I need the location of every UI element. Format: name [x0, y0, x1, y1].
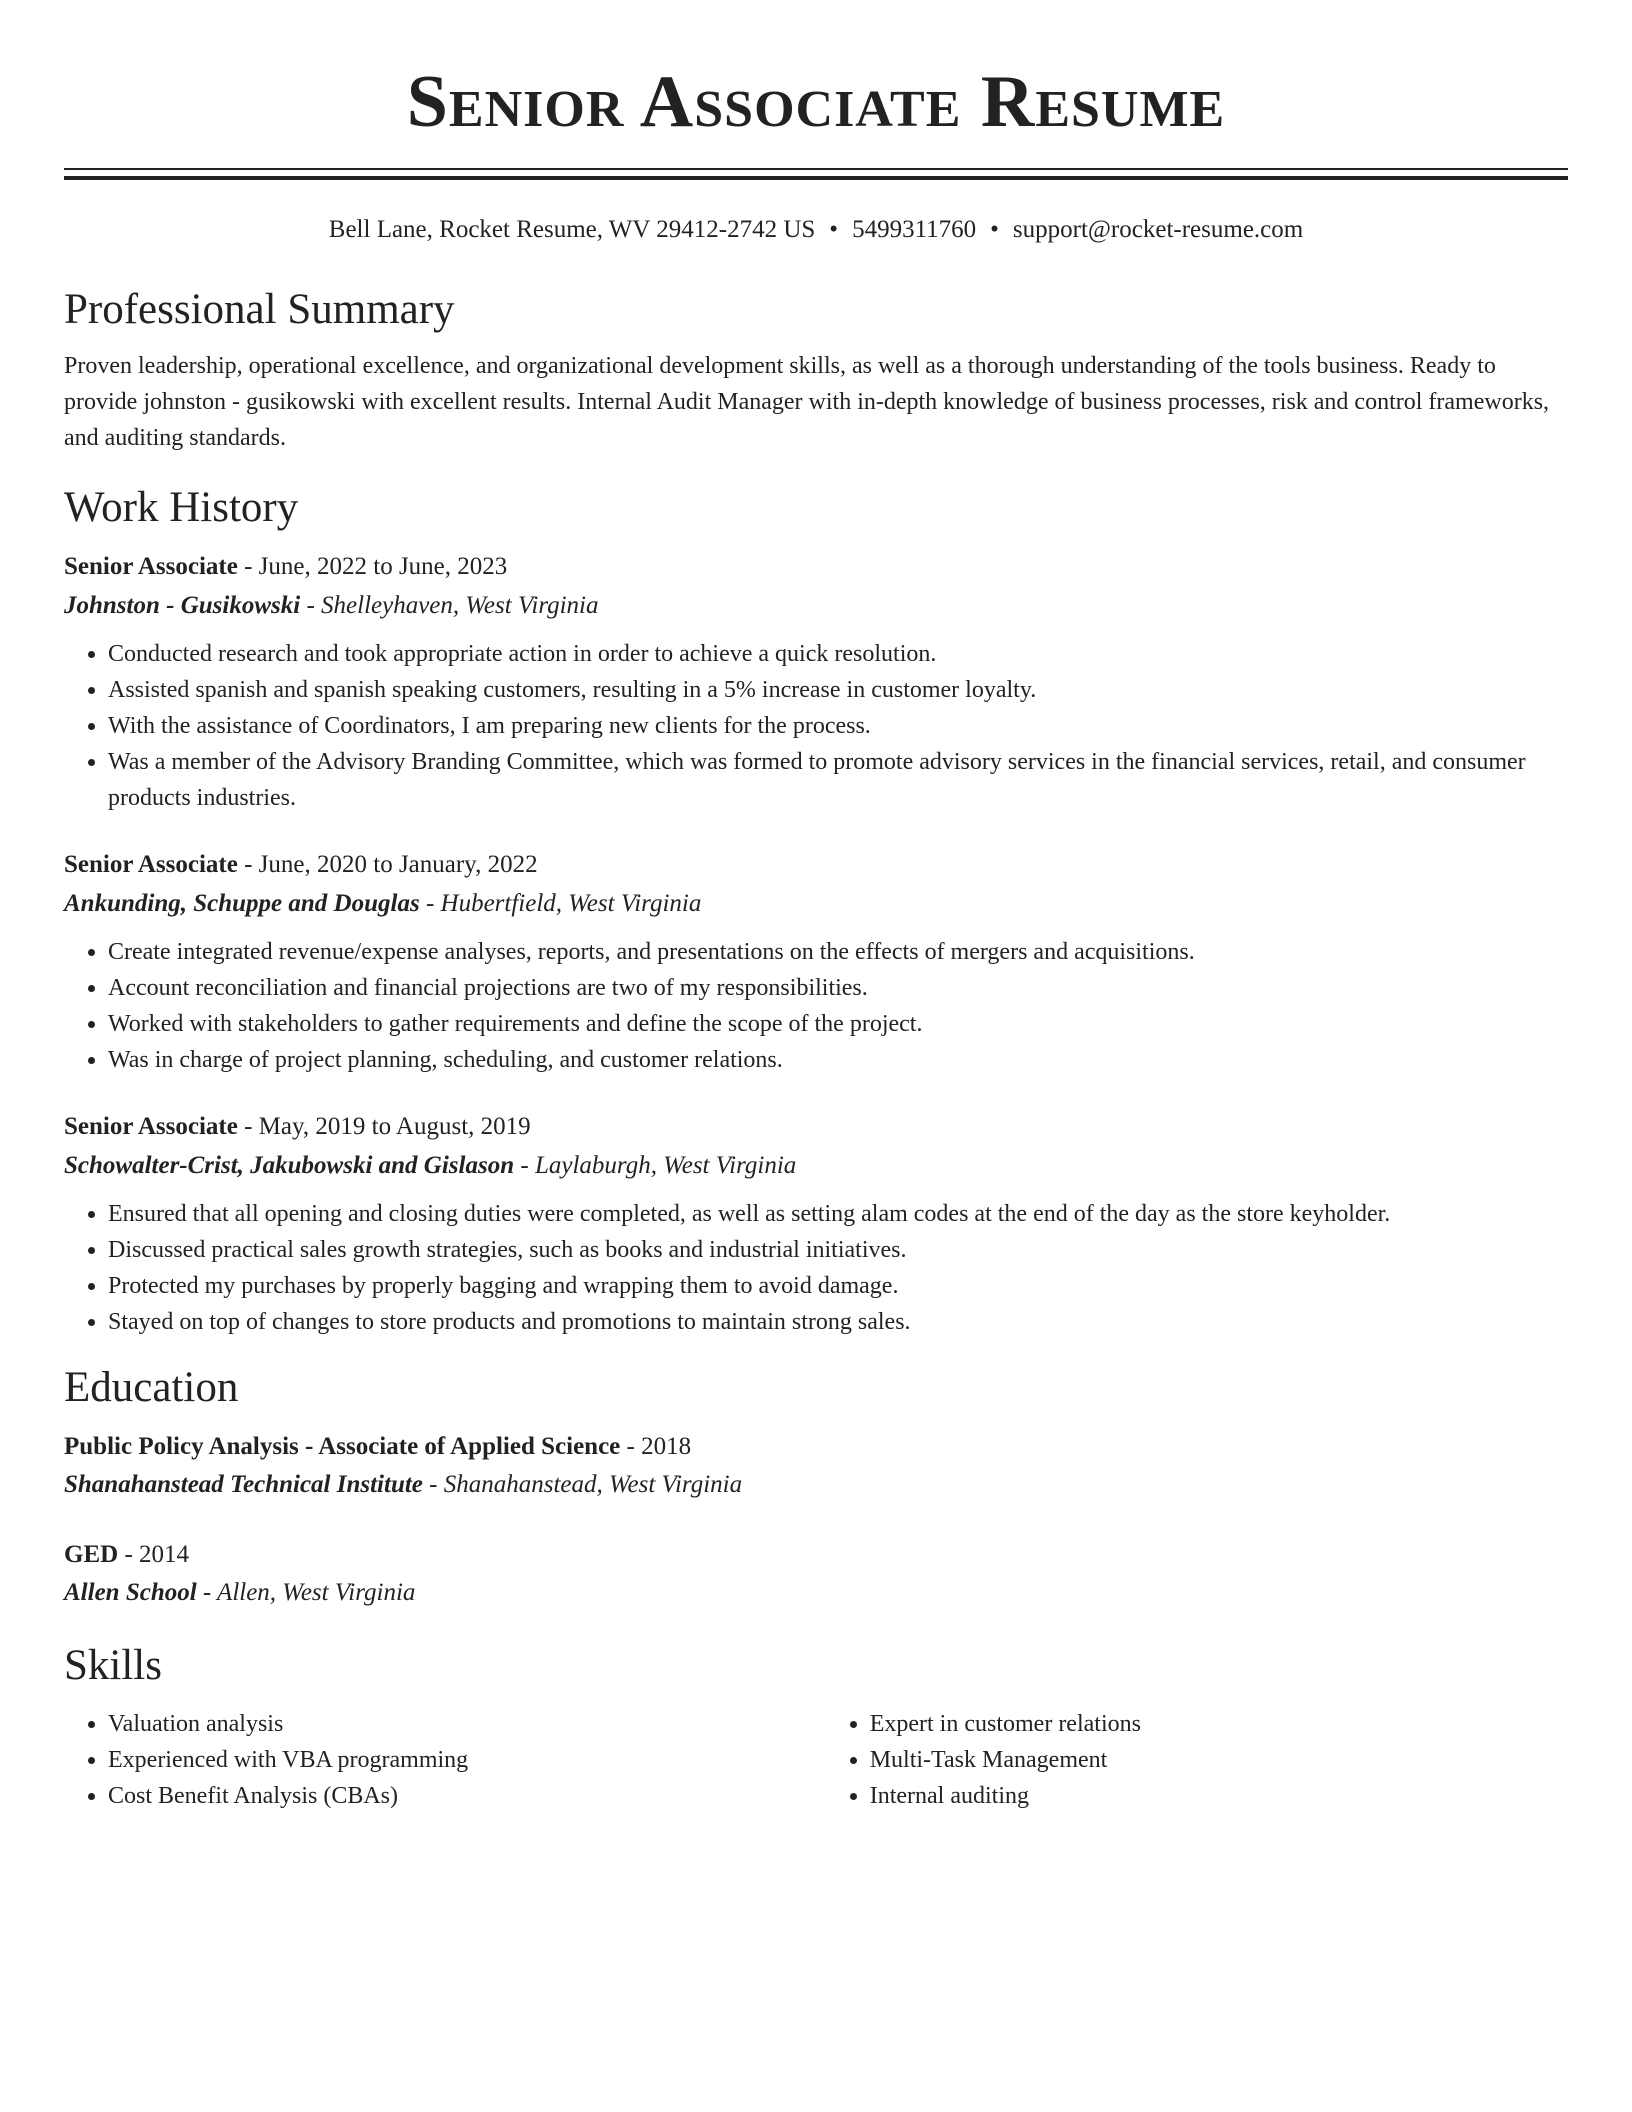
job-entry	[64, 846, 1568, 1078]
job-company-line	[64, 884, 1568, 924]
list-item: • Multi-Task Management	[870, 1742, 1568, 1778]
education-year: - 2014	[118, 1541, 190, 1568]
list-item: • Assisted spanish and spanish speaking customers, resulting in a 5% increase in customer loyalty.	[108, 672, 1568, 708]
title-divider-thin	[64, 168, 1568, 170]
education-school-line	[64, 1466, 1568, 1504]
title-divider-thick	[64, 176, 1568, 180]
job-bullets	[64, 934, 1568, 1078]
skills-list-left	[64, 1706, 826, 1814]
list-item: • Discussed practical sales growth strategies, such as books and industrial initiatives.	[108, 1232, 1568, 1268]
list-item: • Account reconciliation and financial projections are two of my responsibilities.	[108, 970, 1568, 1006]
list-item: • Stayed on top of changes to store products and promotions to maintain strong sales.	[108, 1304, 1568, 1340]
job-title: Senior Associate	[64, 553, 238, 580]
job-location: - Hubertfield, West Virginia	[419, 890, 702, 917]
education-year: - 2018	[620, 1433, 692, 1460]
education-entry	[64, 1536, 1568, 1612]
list-item: • Ensured that all opening and closing duties were completed, as well as setting alam codes at the end of the day as the store keyholder.	[108, 1196, 1568, 1232]
resume-title: Senior Associate Resume	[406, 61, 1226, 143]
section-heading-education: Education	[64, 1364, 239, 1411]
job-company-line	[64, 586, 1568, 626]
list-item: • Protected my purchases by properly bagging and wrapping them to avoid damage.	[108, 1268, 1568, 1304]
education-school-line	[64, 1574, 1568, 1612]
contact-phone: 5499311760	[852, 216, 977, 243]
job-company: Ankunding, Schuppe and Douglas	[64, 890, 420, 917]
job-company: Johnston - Gusikowski	[64, 592, 301, 619]
resume-page	[64, 0, 1568, 1814]
job-title-line	[64, 548, 1568, 586]
job-entry	[64, 548, 1568, 816]
job-dates: - June, 2022 to June, 2023	[237, 553, 508, 580]
education-school: Shanahanstead Technical Institute	[64, 1471, 423, 1498]
list-item: • Experienced with VBA programming	[108, 1742, 826, 1778]
education-school: Allen School	[64, 1579, 197, 1606]
education-location: - Allen, West Virginia	[196, 1579, 416, 1606]
list-item: • Was a member of the Advisory Branding Committee, which was formed to promote advisory services in the financial services, retail, and consumer products industries.	[108, 744, 1568, 816]
summary-text: Proven leadership, operational excellence, and organizational development skills, as well as a thorough understanding of the tools business. Ready to provide johnston - gusikowski with excellent results. Internal Audit Manager with in-depth knowledge of business processes, risk and control frameworks, and auditing standards.	[64, 353, 1550, 451]
job-company: Schowalter-Crist, Jakubowski and Gislason	[64, 1152, 515, 1179]
education-degree: Public Policy Analysis - Associate of Applied Science	[64, 1433, 621, 1460]
section-heading-work-history: Work History	[64, 484, 299, 531]
education-entry	[64, 1428, 1568, 1504]
contact-separator: •	[829, 216, 839, 243]
section-heading-skills: Skills	[64, 1642, 162, 1689]
job-title: Senior Associate	[64, 1113, 238, 1140]
job-company-line	[64, 1146, 1568, 1186]
contact-line	[64, 214, 1568, 246]
education-degree-line	[64, 1536, 1568, 1574]
list-item: • Cost Benefit Analysis (CBAs)	[108, 1778, 826, 1814]
job-title: Senior Associate	[64, 851, 238, 878]
job-entry	[64, 1108, 1568, 1340]
job-title-line	[64, 846, 1568, 884]
job-bullets	[64, 636, 1568, 816]
job-dates: - June, 2020 to January, 2022	[237, 851, 538, 878]
skills-columns	[64, 1706, 1568, 1814]
education-location: - Shanahanstead, West Virginia	[422, 1471, 743, 1498]
list-item: • Internal auditing	[870, 1778, 1568, 1814]
education-degree: GED	[64, 1541, 119, 1568]
list-item: • Worked with stakeholders to gather requirements and define the scope of the project.	[108, 1006, 1568, 1042]
job-dates: - May, 2019 to August, 2019	[237, 1113, 531, 1140]
education-degree-line	[64, 1428, 1568, 1466]
contact-email: support@rocket-resume.com	[1012, 216, 1304, 243]
contact-separator: •	[990, 216, 999, 243]
job-location: - Laylaburgh, West Virginia	[514, 1152, 797, 1179]
job-location: - Shelleyhaven, West Virginia	[300, 592, 599, 619]
list-item: • Conducted research and took appropriate action in order to achieve a quick resolution.	[108, 636, 1568, 672]
job-title-line	[64, 1108, 1568, 1146]
contact-address: Bell Lane, Rocket Resume, WV 29412-2742 US	[328, 216, 816, 243]
list-item: • Was in charge of project planning, scheduling, and customer relations.	[108, 1042, 1568, 1078]
skills-list-right	[826, 1706, 1568, 1814]
list-item: • With the assistance of Coordinators, I am preparing new clients for the process.	[108, 708, 1568, 744]
list-item: • Valuation analysis	[108, 1706, 826, 1742]
list-item: • Create integrated revenue/expense analyses, reports, and presentations on the effects of mergers and acquisitions.	[108, 934, 1568, 970]
section-heading-summary: Professional Summary	[64, 286, 455, 333]
list-item: • Expert in customer relations	[870, 1706, 1568, 1742]
job-bullets	[64, 1196, 1568, 1340]
